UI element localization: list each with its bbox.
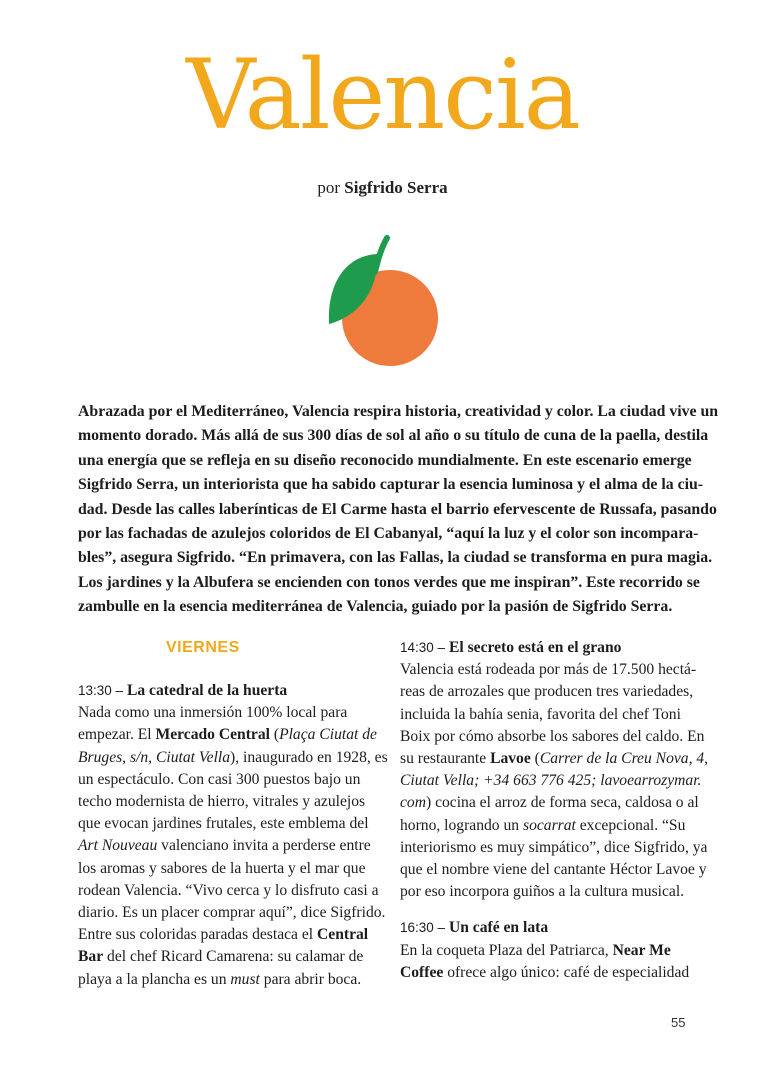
italic-term: socarrat	[523, 816, 576, 834]
venue-address: Carrer de la Creu Nova, 4,	[539, 750, 709, 768]
italic-term: Art Nouveau	[78, 837, 158, 855]
text-run: playa a la plancha es un	[78, 970, 231, 988]
page-number: 55	[671, 1015, 686, 1030]
body-line	[78, 969, 378, 991]
body-line: Valencia está rodeada por más de 17.500 hectá-	[400, 661, 697, 679]
intro-line: zambulle en la esencia mediterránea de Valencia, guiado por la pasión de Sigfrido Serra.	[78, 598, 673, 616]
venue-address: Bruges, s/n, Ciutat Vella	[78, 748, 231, 766]
text-run: ofrece algo único: café de especialidad	[443, 963, 690, 981]
body-line: que el nombre viene del cantante Héctor Lavoe y	[400, 861, 707, 879]
text-run: Entre sus coloridas paradas destaca el	[78, 926, 318, 944]
body-line	[400, 940, 700, 962]
entry-time: 16:30 –	[400, 920, 446, 936]
body-line: los aromas y sabores de la huerta y el mar que	[78, 859, 366, 877]
venue-name: Bar	[78, 948, 104, 966]
body-line	[78, 747, 388, 769]
body-line: por eso incorpora guiños a la cultura musical.	[400, 883, 685, 901]
body-line: interiorismo es muy simpático”, dice Sigfrido, ya	[400, 838, 708, 856]
byline-author: Sigfrido Serra	[344, 178, 448, 197]
entry-heading: El secreto está en el grano	[448, 639, 622, 656]
intro-line: Abrazada por el Mediterráneo, Valencia respira historia, creatividad y color. La ciudad vive un	[78, 403, 719, 420]
venue-address: Ciutat Vella; +34 663 776 425; lavoearrozymar.	[400, 772, 702, 790]
intro-line: por las fachadas de azulejos coloridos de El Cabanyal, “aquí la luz y el color son incompara-	[78, 525, 699, 543]
entry-time: 13:30 –	[78, 683, 124, 698]
body-line: rodean Valencia. “Vivo cerca y lo disfruto casi a	[78, 881, 379, 899]
byline	[0, 178, 765, 198]
body-line: Nada como una inmersión 100% local para	[78, 704, 348, 722]
venue-address: Plaça Ciutat de	[279, 726, 377, 744]
intro-paragraph	[78, 400, 719, 620]
body-line: techo modernista de hierro, vitrales y azulejos	[78, 793, 366, 811]
body-line	[400, 815, 700, 837]
text-run: del chef Ricard Camarena: su calamar de	[103, 948, 364, 966]
body-line	[400, 748, 709, 770]
body-line: diario. Es un placer comprar aquí”, dice Sigfrido.	[78, 904, 386, 922]
body-line: incluida la bahía senia, favorita del chef Toni	[400, 705, 681, 723]
body-line	[78, 835, 378, 857]
right-column	[400, 637, 709, 984]
entry-heading: Un café en lata	[448, 919, 549, 937]
text-run: para abrir boca.	[259, 970, 362, 988]
intro-line: momento dorado. Más allá de sus 300 días de sol al año o su título de cuna de la paella, destila	[78, 427, 709, 445]
text-run: (	[530, 750, 540, 768]
body-line	[400, 962, 700, 984]
text-run: su restaurante	[400, 750, 491, 768]
text-run: ), inaugurado en 1928, es	[230, 748, 388, 766]
body-line: un espectáculo. Con casi 300 puestos bajo un	[78, 770, 361, 788]
text-run: valenciano invita a perderse entre	[157, 837, 371, 855]
day-heading: VIERNES	[166, 639, 240, 656]
intro-line: Sigfrido Serra, un interiorista que ha sabido capturar la esencia luminosa y el alma de la ciu-	[78, 476, 704, 494]
spacer	[400, 903, 700, 917]
intro-line: dad. Desde las calles laberínticas de El Carme hasta el barrio efervescente de Russafa, pasando	[78, 500, 717, 518]
venue-address: com	[400, 794, 426, 812]
text-run: (	[269, 726, 280, 744]
venue-name: Near Me	[612, 941, 671, 959]
orange-fruit-icon	[325, 232, 445, 367]
body-line	[78, 724, 378, 746]
venue-name: Mercado Central	[155, 726, 270, 744]
text-run: ) cocina el arroz de forma seca, caldosa o al	[425, 794, 699, 812]
body-line: reas de arrozales que producen tres variedades,	[400, 683, 694, 701]
body-line: que evocan jardines frutales, este emblema del	[78, 815, 369, 833]
intro-line: una energía que se refleja en su diseño reconocido mundialmente. En este escenario emerge	[78, 451, 692, 469]
text-run: empezar. El	[78, 726, 156, 744]
intro-line: bles”, asegura Sigfrido. “En primavera, con las Fallas, la ciudad se transforma en pura magia.	[78, 549, 713, 567]
entry-header	[400, 917, 700, 939]
body-line	[78, 946, 378, 968]
left-column	[78, 680, 388, 991]
entry-header	[400, 637, 700, 659]
byline-prefix: por	[317, 178, 340, 197]
body-line	[400, 792, 700, 814]
intro-line: Los jardines y la Albufera se encienden con tonos verdes que me inspiran”. Este recorrido se	[78, 573, 700, 591]
text-run: horno, logrando un	[400, 816, 523, 834]
italic-term: must	[230, 970, 260, 988]
venue-name: Central	[317, 926, 369, 944]
body-line	[78, 924, 378, 946]
text-run: En la coqueta Plaza del Patriarca,	[400, 941, 613, 959]
entry-time: 14:30 –	[400, 640, 446, 655]
entry-header	[78, 680, 378, 702]
venue-name: Coffee	[400, 963, 444, 981]
entry-heading: La catedral de la huerta	[126, 682, 288, 699]
venue-name: Lavoe	[490, 750, 531, 768]
page-title: Valencia	[186, 39, 579, 151]
text-run: excepcional. “Su	[575, 816, 686, 834]
body-line: Boix por cómo absorbe los sabores del caldo. En	[400, 727, 705, 745]
